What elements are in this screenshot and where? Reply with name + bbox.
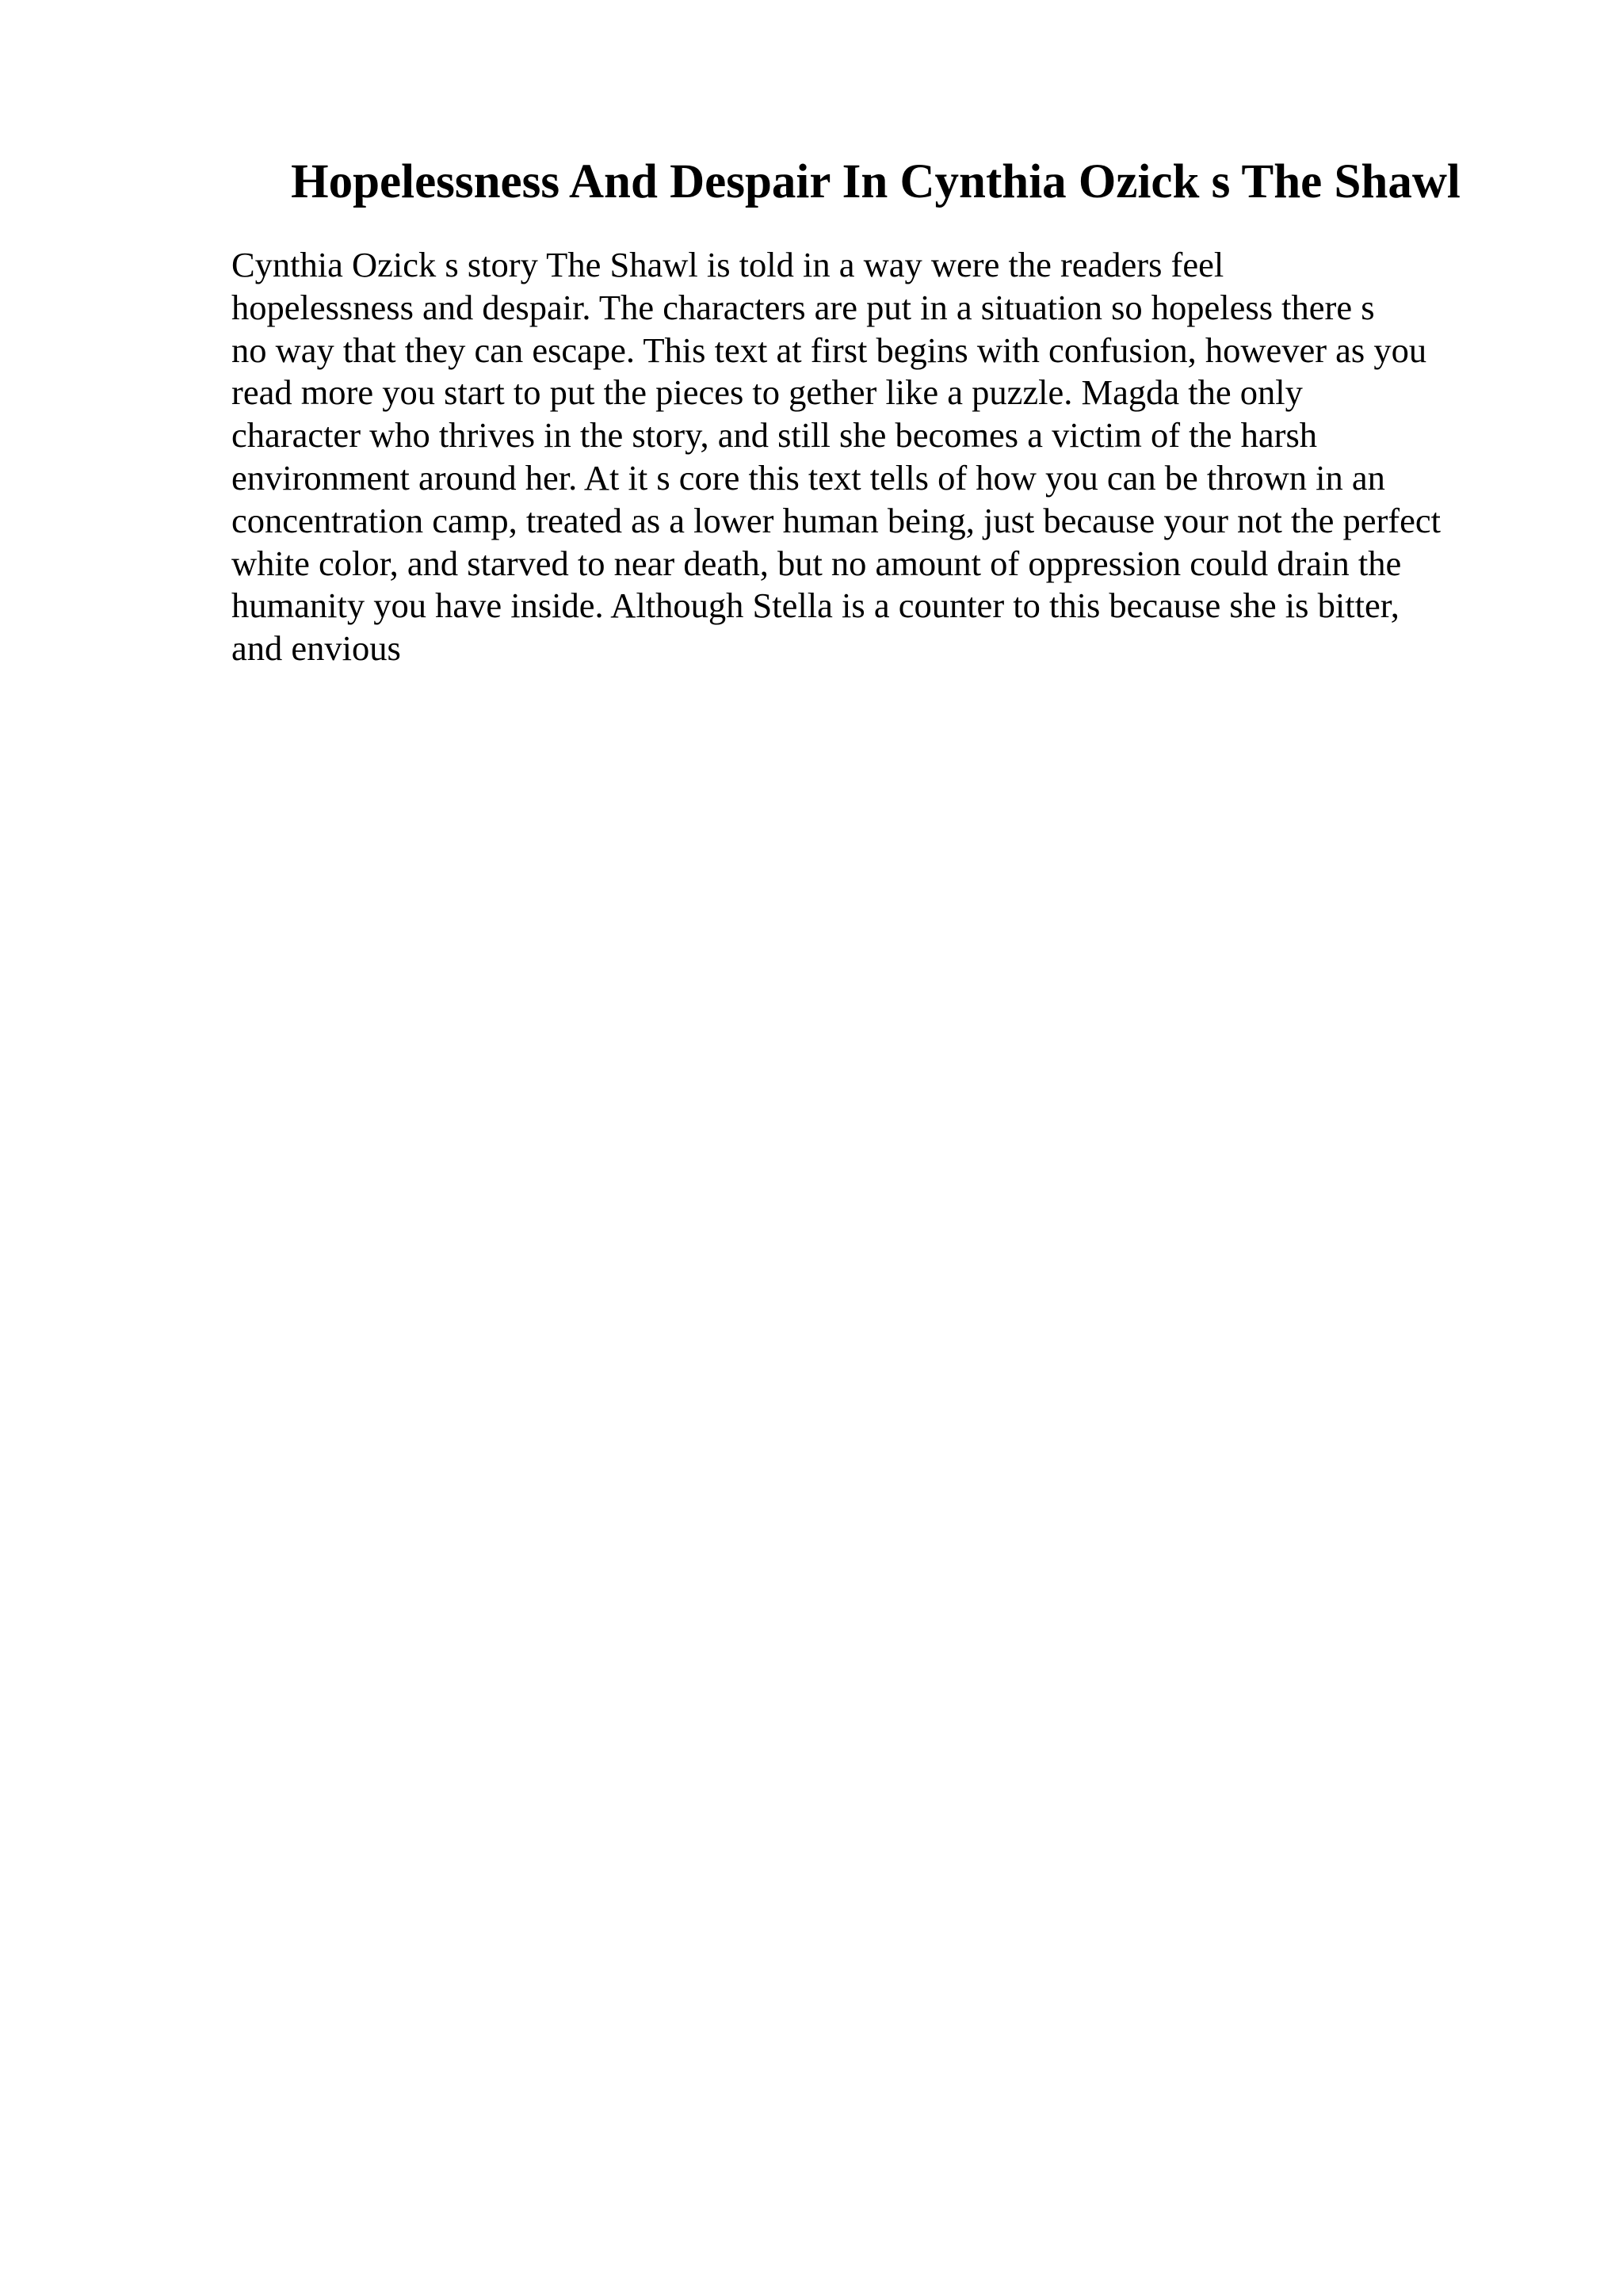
body-line: Cynthia Ozick s story The Shawl is told in a way were the readers feel — [231, 245, 1224, 284]
body-line: and envious — [231, 628, 401, 669]
body-line: no way that they can escape. This text at first begins with confusion, however as you — [231, 330, 1427, 370]
body-line: concentration camp, treated as a lower human being, just because your not the perfect — [231, 500, 1441, 540]
document-title: Hopelessness And Despair In Cynthia Ozick s The Shawl — [291, 155, 1461, 208]
body-line: humanity you have inside. Although Stella is a counter to this because she is bitter, — [231, 585, 1400, 626]
body-line: character who thrives in the story, and still she becomes a victim of the harsh — [231, 415, 1318, 456]
body-line: environment around her. At it s core this text tells of how you can be thrown in an — [231, 457, 1385, 498]
body-line: read more you start to put the pieces to gether like a puzzle. Magda the only — [231, 372, 1303, 413]
document-body — [231, 244, 1531, 670]
body-line: white color, and starved to near death, but no amount of oppression could drain the — [231, 543, 1402, 583]
body-line: hopelessness and despair. The characters are put in a situation so hopeless there s — [231, 287, 1375, 327]
